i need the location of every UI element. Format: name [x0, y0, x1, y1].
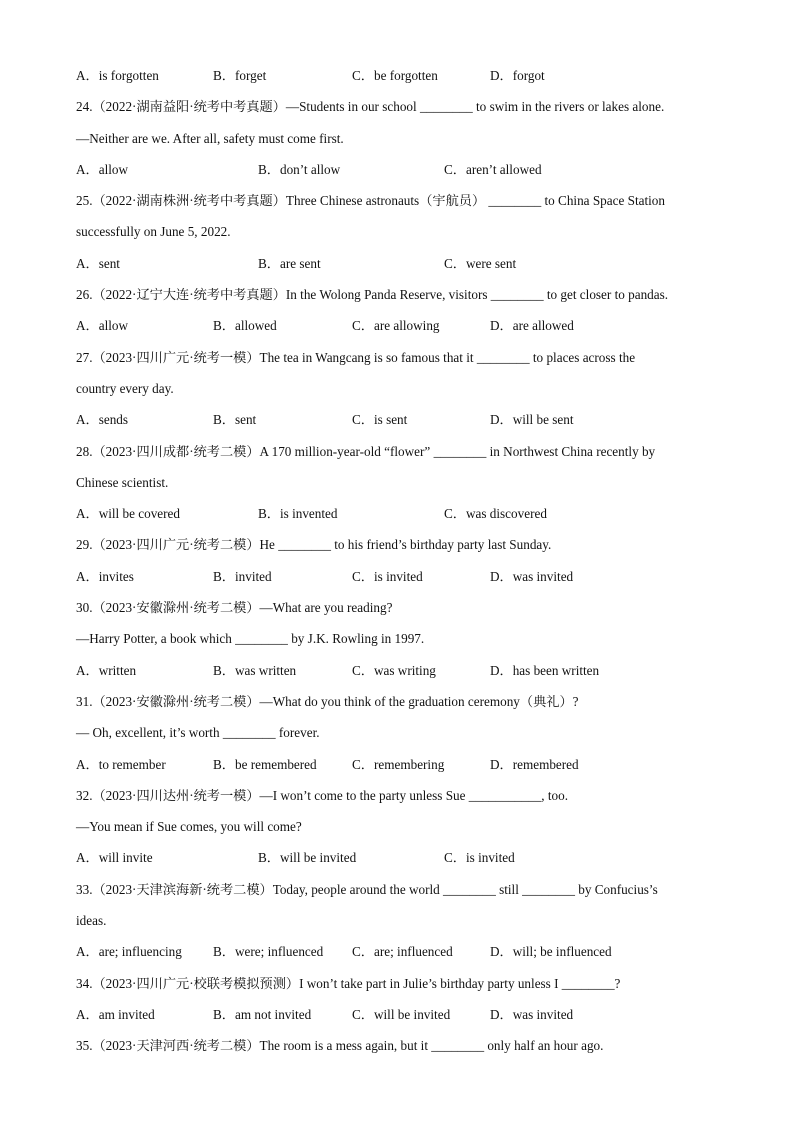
answer-option: C．be forgotten	[352, 68, 438, 83]
answer-option: A．sends	[76, 412, 129, 428]
answer-option: D．forgot	[490, 68, 545, 83]
question-text-line: 27.（2023·四川广元·统考一模）The tea in Wangcang is so famous that it ________ to places across the	[76, 349, 636, 365]
answer-option: A．is forgotten	[76, 68, 159, 83]
answer-option: B．was written	[213, 662, 297, 678]
question-text-line: 24.（2022·湖南益阳·统考中考真题）—Students in our school ________ to swim in the rivers or lakes alone.	[76, 99, 665, 115]
answer-option: A．are; influencing	[76, 944, 182, 960]
answer-option: D．was invited	[490, 1006, 574, 1022]
answer-option: C．is invited	[444, 850, 515, 866]
answer-option: C．was writing	[352, 662, 436, 678]
answer-option: B．allowed	[213, 318, 277, 334]
answer-option: A．invites	[76, 568, 134, 584]
answer-options-row	[76, 158, 716, 189]
answer-option: C．is sent	[352, 412, 408, 428]
answer-option: A．allow	[76, 318, 129, 334]
question-text-line: 30.（2023·安徽滁州·统考二模）—What are you reading?	[76, 600, 393, 616]
answer-option: C．was discovered	[444, 506, 547, 522]
question-text-line: —You mean if Sue comes, you will come?	[76, 819, 302, 835]
answer-option: B．sent	[213, 412, 257, 428]
answer-option: A．to remember	[76, 756, 166, 772]
answer-option: D．are allowed	[490, 318, 574, 334]
answer-option: B．is invented	[258, 506, 338, 522]
answer-option: A．am invited	[76, 1006, 155, 1022]
answer-options-row	[76, 502, 716, 533]
answer-option: D．remembered	[490, 756, 579, 772]
answer-option: C．aren’t allowed	[444, 161, 542, 177]
answer-options-row	[76, 64, 716, 95]
question-text-line: 34.（2023·四川广元·校联考模拟预测）I won’t take part in Julie’s birthday party unless I ________?	[76, 975, 621, 991]
question-text-line: 26.（2022·辽宁大连·统考中考真题）In the Wolong Panda Reserve, visitors ________ to get closer to pandas.	[76, 287, 669, 303]
answer-option: B．don’t allow	[258, 161, 341, 177]
answer-option: B．be remembered	[213, 756, 317, 772]
answer-option: C．are allowing	[352, 318, 440, 334]
answer-option: D．will; be influenced	[490, 944, 612, 960]
answer-option: B．forget	[213, 68, 267, 83]
question-text-line: 32.（2023·四川达州·统考一模）—I won’t come to the party unless Sue ___________, too.	[76, 787, 569, 803]
answer-option: C．is invited	[352, 568, 423, 584]
answer-options-row	[76, 940, 716, 971]
answer-option: D．has been written	[490, 662, 600, 678]
question-text-line: 31.（2023·安徽滁州·统考二模）—What do you think of the graduation ceremony（典礼）?	[76, 693, 579, 709]
answer-option: C．will be invited	[352, 1006, 451, 1022]
question-text-line: ideas.	[76, 913, 107, 929]
question-text-line: Chinese scientist.	[76, 474, 169, 490]
answer-options-row	[76, 753, 716, 784]
answer-option: A．written	[76, 662, 137, 678]
answer-option: A．will be covered	[76, 506, 180, 522]
question-text-line: 28.（2023·四川成都·统考二模）A 170 million-year-old “flower” ________ in Northwest China recently by	[76, 443, 656, 459]
answer-option: A．will invite	[76, 850, 153, 866]
question-text-line: —Harry Potter, a book which ________ by J.K. Rowling in 1997.	[76, 631, 425, 647]
answer-options-row	[76, 659, 716, 690]
answer-option: B．invited	[213, 568, 272, 584]
answer-option: B．were; influenced	[213, 944, 324, 960]
answer-options-row	[76, 314, 716, 345]
question-text-line: — Oh, excellent, it’s worth ________ forever.	[76, 725, 320, 741]
answer-options-row	[76, 408, 716, 439]
answer-option: B．will be invited	[258, 850, 357, 866]
answer-option: B．am not invited	[213, 1006, 312, 1022]
question-text-line: country every day.	[76, 380, 174, 396]
answer-option: D．will be sent	[490, 412, 574, 428]
answer-option: A．allow	[76, 161, 129, 177]
question-text-line: 25.（2022·湖南株洲·统考中考真题）Three Chinese astronauts（宇航员） ________ to China Space Station	[76, 193, 665, 209]
answer-option: C．remembering	[352, 756, 445, 772]
question-text-line: 35.（2023·天津河西·统考二模）The room is a mess again, but it ________ only half an hour ago.	[76, 1038, 604, 1054]
answer-options-row	[76, 1003, 716, 1034]
question-text-line: 33.（2023·天津滨海新·统考二模）Today, people around the world ________ still ________ by Confucius’s	[76, 881, 658, 897]
answer-options-row	[76, 252, 716, 283]
answer-option: C．were sent	[444, 255, 517, 271]
answer-option: D．was invited	[490, 568, 574, 584]
answer-option: A．sent	[76, 255, 120, 271]
answer-option: B．are sent	[258, 255, 321, 271]
question-text-line: 29.（2023·四川广元·统考二模）He ________ to his friend’s birthday party last Sunday.	[76, 537, 552, 553]
question-text-line: successfully on June 5, 2022.	[76, 224, 231, 240]
answer-options-row	[76, 565, 716, 596]
answer-options-row	[76, 846, 716, 877]
question-text-line: —Neither are we. After all, safety must come first.	[76, 130, 344, 146]
answer-option: C．are; influenced	[352, 944, 453, 960]
question-page	[76, 64, 716, 1066]
